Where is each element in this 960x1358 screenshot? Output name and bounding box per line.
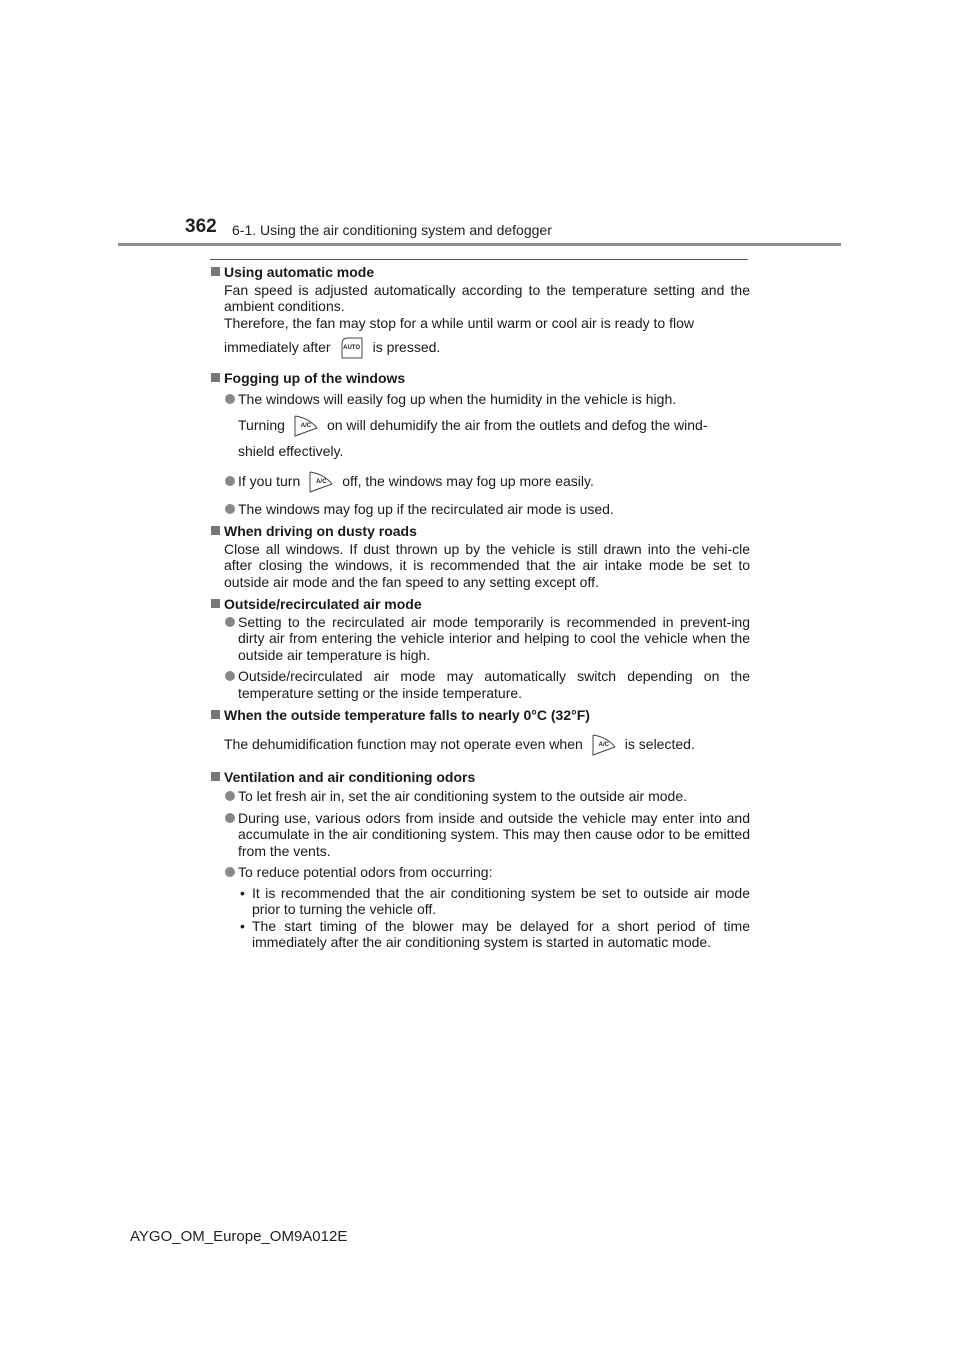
section-fogging — [210, 370, 750, 517]
section-rule — [210, 259, 748, 260]
paragraph: Close all windows. If dust thrown up by the vehicle is still drawn into the vehi-cle after closing the windows, it is recommended that the air intake mode be set to outside air mode and the fan speed to any setting except off. — [224, 540, 750, 590]
section-odors — [210, 769, 750, 951]
section-heading: When the outside temperature falls to nearly 0°C (32°F) — [210, 707, 750, 724]
section-dusty-roads — [210, 523, 750, 590]
circle-bullet-icon — [225, 476, 235, 486]
chapter-title: 6-1. Using the air conditioning system and defogger — [232, 222, 552, 238]
ac-button-icon: A/C — [591, 733, 617, 757]
paragraph: Fan speed is adjusted automatically according to the temperature setting and the ambient conditions. — [224, 281, 750, 314]
ac-button-icon: A/C — [308, 470, 334, 494]
section-heading: When driving on dusty roads — [210, 523, 750, 540]
circle-bullet-icon — [225, 813, 235, 823]
square-bullet-icon — [211, 526, 220, 535]
list-item: To let fresh air in, set the air conditioning system to the outside air mode. — [210, 788, 750, 805]
list-item: During use, various odors from inside and outside the vehicle may enter into and accumulate in the air conditioning system. This may then cause odor to be emitted from the vents. — [210, 810, 750, 860]
section-outside-recirculated — [210, 596, 750, 701]
section-heading: Ventilation and air conditioning odors — [210, 769, 750, 786]
square-bullet-icon — [211, 373, 220, 382]
list-item: If you turn A/C off, the windows may fog up more easily. — [210, 465, 750, 498]
circle-bullet-icon — [225, 791, 235, 801]
list-item: Outside/recirculated air mode may automatically switch depending on the temperature setting or the inside temperature. — [210, 668, 750, 701]
square-bullet-icon — [211, 267, 220, 276]
list-item: The windows may fog up if the recirculated air mode is used. — [210, 501, 750, 518]
page-number: 362 — [185, 216, 217, 237]
paragraph: Therefore, the fan may stop for a while until warm or cool air is ready to flow — [224, 314, 694, 331]
section-heading: Fogging up of the windows — [210, 370, 750, 387]
auto-button-icon: AUTO — [339, 336, 365, 360]
circle-bullet-icon — [225, 671, 235, 681]
content — [210, 264, 750, 957]
list-item: The windows will easily fog up when the humidity in the vehicle is high. Turning A/C on will dehumidify the air from the outlets and defog the wind- shield effectively. — [210, 388, 750, 462]
section-cold-temperature — [210, 707, 750, 763]
circle-bullet-icon — [225, 867, 235, 877]
sub-list-item: • The start timing of the blower may be delayed for a short period of time immediately after the air conditioning system is started in automatic mode. — [240, 917, 750, 950]
list-item: Setting to the recirculated air mode temporarily is recommended in prevent-ing dirty air from entering the vehicle interior and helping to cool the vehicle when the outside air temperature is high. — [210, 614, 750, 664]
circle-bullet-icon — [225, 394, 235, 404]
section-auto-mode — [210, 264, 750, 364]
paragraph-with-icon: immediately after AUTO is pressed. — [210, 331, 750, 364]
list-item: To reduce potential odors from occurring: — [210, 864, 750, 881]
section-heading: Outside/recirculated air mode — [210, 596, 750, 613]
paragraph-with-icon: The dehumidification function may not operate even when A/C is selected. — [210, 725, 750, 763]
square-bullet-icon — [211, 772, 220, 781]
section-heading: Using automatic mode — [210, 264, 750, 281]
square-bullet-icon — [211, 599, 220, 608]
square-bullet-icon — [211, 710, 220, 719]
sub-list-item: • It is recommended that the air conditioning system be set to outside air mode prior to turning the vehicle off. — [240, 884, 750, 917]
circle-bullet-icon — [225, 617, 235, 627]
document-id: AYGO_OM_Europe_OM9A012E — [130, 1228, 348, 1245]
header-rule — [118, 243, 841, 246]
ac-button-icon: A/C — [293, 414, 319, 438]
circle-bullet-icon — [225, 504, 235, 514]
